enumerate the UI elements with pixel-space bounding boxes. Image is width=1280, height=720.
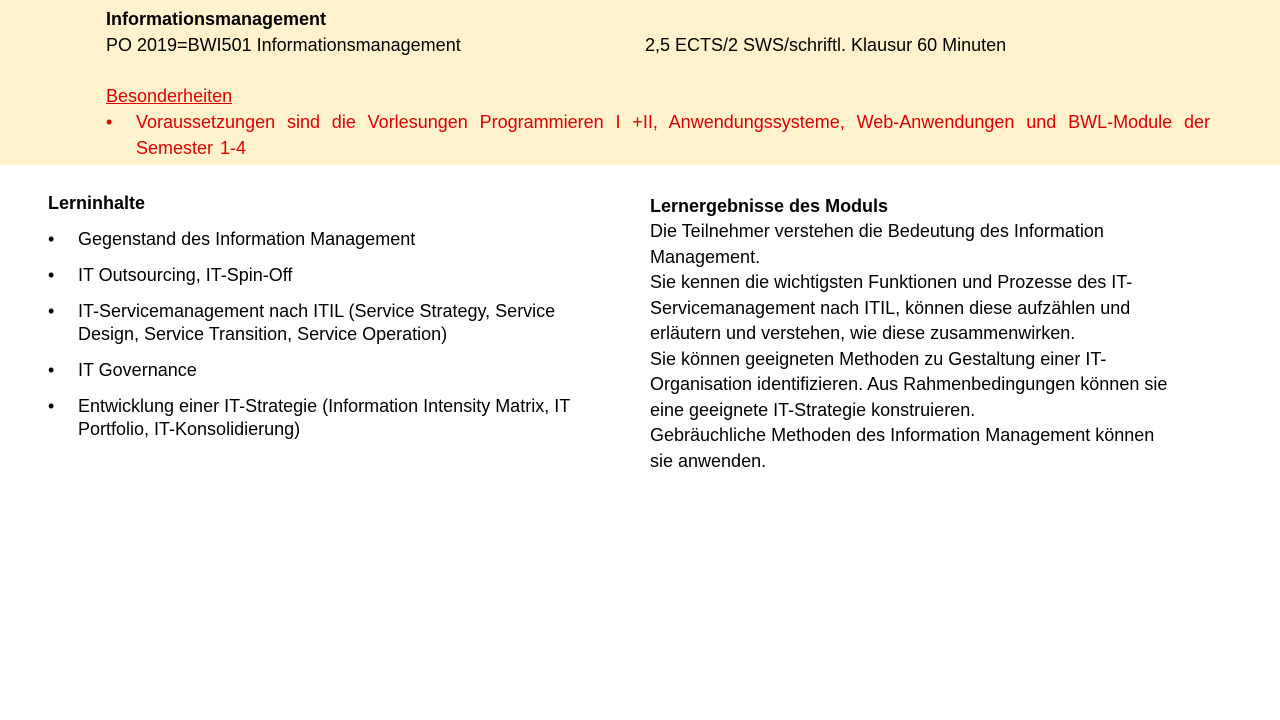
lerninhalte-item-text: Gegenstand des Information Management [78, 229, 416, 249]
lerninhalte-item [48, 300, 588, 346]
po-code: PO 2019=BWI501 Informationsmanagement [106, 35, 461, 55]
lernergebnisse-paragraph: Gebräuchliche Methoden des Information Management können sie anwenden. [650, 425, 1155, 471]
lerninhalte-item [48, 395, 588, 441]
lernergebnisse-paragraph: Die Teilnehmer verstehen die Bedeutung des Information Management. [650, 221, 1104, 267]
lerninhalte-item [48, 264, 588, 287]
lerninhalte-heading: Lerninhalte [48, 193, 146, 213]
lerninhalte-item-text: IT Outsourcing, IT-Spin-Off [78, 265, 293, 285]
besonderheiten-item [106, 109, 1210, 161]
lerninhalte-item-text: IT Governance [78, 360, 197, 380]
lerninhalte-list [48, 228, 588, 454]
lerninhalte-item [48, 359, 588, 382]
bullet-icon: • [48, 265, 55, 285]
lernergebnisse-heading: Lernergebnisse des Moduls [650, 196, 889, 216]
ects-info: 2,5 ECTS/2 SWS/schriftl. Klausur 60 Minuten [645, 35, 1007, 55]
lernergebnisse-body [650, 219, 1170, 474]
besonderheiten-heading: Besonderheiten [106, 86, 233, 106]
bullet-icon: • [48, 301, 55, 321]
lerninhalte-item-text: Entwicklung einer IT-Strategie (Information Intensity Matrix, IT Portfolio, IT-Konsolidierung) [78, 396, 570, 439]
lernergebnisse-paragraph: Sie können geeigneten Methoden zu Gestaltung einer IT-Organisation identifizieren. Aus Rahmenbedingungen können sie eine geeignete IT-Strategie konstruieren. [650, 348, 1168, 420]
bullet-icon: • [106, 112, 113, 132]
bullet-icon: • [48, 360, 55, 380]
besonderheiten-item-text: Voraussetzungen sind die Vorlesungen Programmieren I +II, Anwendungssysteme, Web-Anwendungen und BWL-Module der Semester 1-4 [136, 112, 1210, 158]
lernergebnisse-paragraph: Sie kennen die wichtigsten Funktionen und Prozesse des IT-Servicemanagement nach ITIL, können diese aufzählen und erläutern und verstehen, wie diese zusammenwirken. [650, 272, 1133, 343]
besonderheiten-list [106, 109, 1210, 161]
bullet-icon: • [48, 396, 55, 416]
lerninhalte-item [48, 228, 588, 251]
lerninhalte-item-text: IT-Servicemanagement nach ITIL (Service Strategy, Service Design, Service Transition, Service Operation) [78, 301, 556, 344]
module-title: Informationsmanagement [106, 9, 327, 29]
bullet-icon: • [48, 229, 55, 249]
